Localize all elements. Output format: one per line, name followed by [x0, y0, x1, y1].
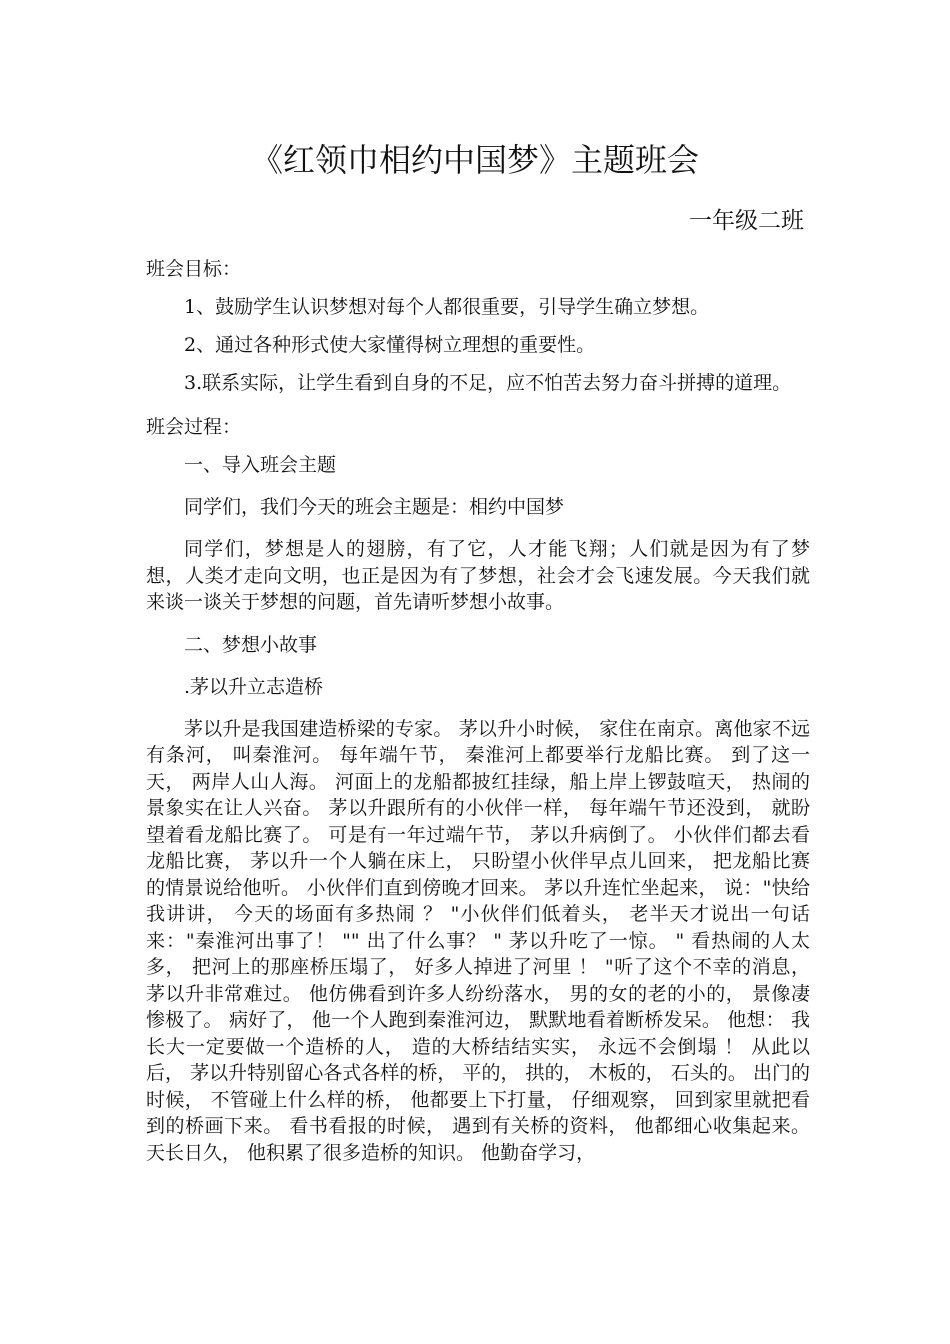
process-heading: 班会过程： [146, 416, 242, 438]
document-title: 《红领巾相约中国梦》主题班会 [250, 141, 699, 179]
section1-heading: 一、导入班会主题 [184, 454, 337, 476]
goal-item-2: 2、通过各种形式使大家懂得树立理想的重要性。 [184, 334, 596, 356]
document-body [146, 254, 810, 1166]
story-paragraph: 茅以升是我国建造桥梁的专家。 茅以升小时候， 家住在南京。离他家不远有条河， 叫秦淮河。 每年端午节， 秦淮河上都要举行龙船比赛。 到了这一天， 两岸人山人海。 河面上的龙船都披红挂绿，船上岸上锣鼓喧天， 热闹的景象实在让人兴奋。 茅以升跟所有的小伙伴一样， 每年端午节还没到， 就盼望着看龙船比赛了。 可是有一年过端午节， 茅以升病倒了。 小伙伴们都去看龙船比赛， 茅以升一个人躺在床上， 只盼望小伙伴早点儿回来， 把龙船比赛的情景说给他听。 小伙伴们直到傍晚才回来。 茅以升连忙坐起来， 说："快给我讲讲， 今天的场面有多热闹 ？ "小伙伴们低着头， 老半天才说出一句话来："秦淮河出事了！ "" 出了什么事？ " 茅以升吃了一惊。 " 看热闹的人太多， 把河上的那座桥压塌了， 好多人掉进了河里 ！ "听了这个不幸的消息， 茅以升非常难过。 他仿佛看到许多人纷纷落水， 男的女的老的小的， 景像凄惨极了。 病好了， 他一个人跑到秦淮河边， 默默地看着断桥发呆。 他想： 我长大一定要做一个造桥的人， 造的大桥结结实实， 永远不会倒塌 ！ 从此以后， 茅以升特别留心各式各样的桥， 平的， 拱的， 木板的， 石头的。 出门的时候， 不管碰上什么样的桥， 他都要上下打量， 仔细观察， 回到家里就把看到的桥画下来。 看书看报的时候， 遇到有关桥的资料， 他都细心收集起来。 天长日久， 他积累了很多造桥的知识。 他勤奋学习， [146, 717, 810, 1164]
section1-paragraph-2: 同学们，梦想是人的翅膀，有了它，人才能飞翔；人们就是因为有了梦想，人类才走向文明，也正是因为有了梦想，社会才会飞速发展。今天我们就来谈一谈关于梦想的问题，首先请听梦想小故事。 [146, 538, 810, 613]
section2-heading: 二、梦想小故事 [184, 633, 318, 656]
goals-heading: 班会目标： [146, 258, 242, 280]
goal-item-1: 1、鼓励学生认识梦想对每个人都很重要，引导学生确立梦想。 [184, 296, 710, 318]
goal-item-3: 3.联系实际，让学生看到自身的不足，应不怕苦去努力奋斗拼搏的道理。 [184, 372, 792, 394]
class-name: 一年级二班 [689, 208, 804, 234]
section1-paragraph-1: 同学们，我们今天的班会主题是：相约中国梦 [184, 496, 565, 518]
story-title: .茅以升立志造桥 [184, 675, 324, 698]
